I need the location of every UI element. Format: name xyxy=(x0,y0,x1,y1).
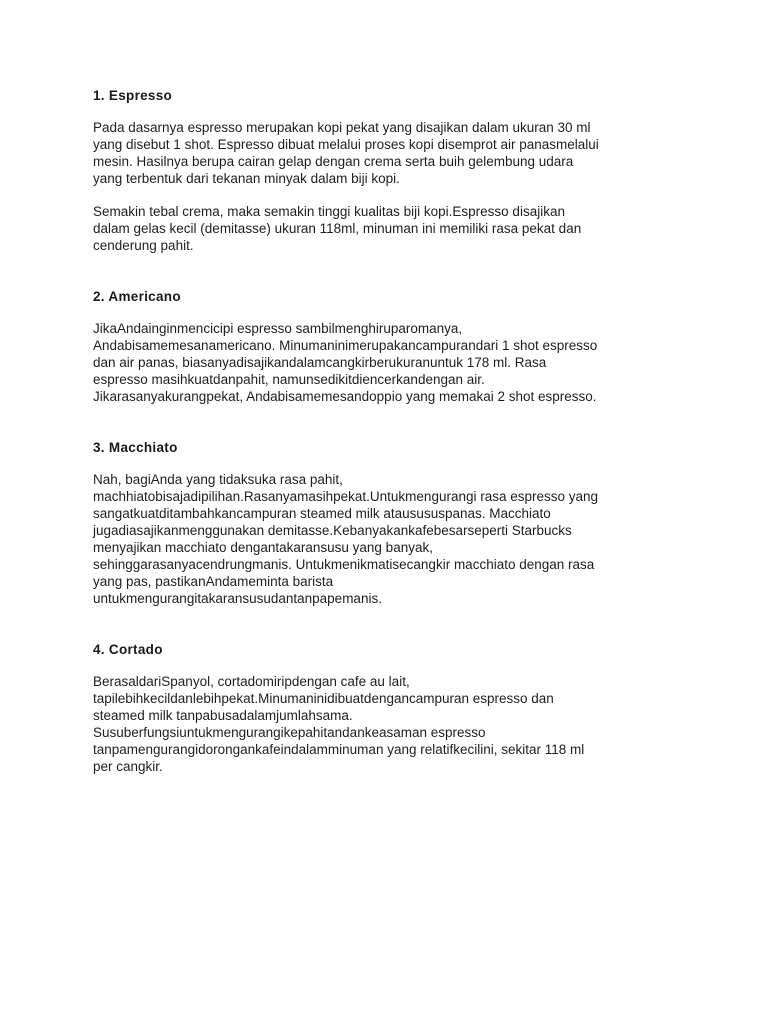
section-espresso xyxy=(93,86,693,254)
paragraph: BerasaldariSpanyol, cortadomiripdengan cafe au lait, tapilebihkecildanlebihpekat.Minumaninidibuatdengancampuran espresso dan steamed milk tanpabusadalamjumlahsama. Susuberfungsiuntukmengurangikepahitandankeasaman espresso tanpamengurangidorongankafeindalamminuman yang relatifkecilini, sekitar 118 ml per cangkir. xyxy=(93,674,585,774)
paragraph: Pada dasarnya espresso merupakan kopi pekat yang disajikan dalam ukuran 30 ml yang disebut 1 shot. Espresso dibuat melalui proses kopi disemprot air panasmelalui mesin. Hasilnya berupa cairan gelap dengan crema serta buih gelembung udara yang terbentuk dari tekanan minyak dalam biji kopi. xyxy=(93,120,599,186)
section-spacer xyxy=(93,270,693,287)
section-heading: 2. Americano xyxy=(93,289,181,304)
section-spacer xyxy=(93,623,693,640)
section-macchiato xyxy=(93,438,693,607)
section-spacer xyxy=(93,421,693,438)
section-heading: 1. Espresso xyxy=(93,88,173,103)
section-heading: 4. Cortado xyxy=(93,642,163,657)
paragraph: JikaAndainginmencicipi espresso sambilmenghiruparomanya, Andabisamemesanamericano. Minumaninimerupakancampurandari 1 shot espresso dan air panas, biasanyadisajikandalamcangkirberukuranuntuk 178 ml. Rasa espresso masihkuatdanpahit, namunsedikitdiencerkandengan air. Jikarasanyakurangpekat, Andabisamemesandoppio yang memakai 2 shot espresso. xyxy=(93,321,598,404)
paragraph: Nah, bagiAnda yang tidaksuka rasa pahit, machhiatobisajadipilihan.Rasanyamasihpekat.Untukmengurangi rasa espresso yang sangatkuatditambahkancampuran steamed milk atausususpanas. Macchiato jugadiasajikanmenggunakan demitasse.Kebanyakankafebesarseperti Starbucks menyajikan macchiato dengantakaransusu yang banyak, sehinggarasanyacendrungmanis. Untukmenikmatisecangkir macchiato dengan rasa yang pas, pastikanAndameminta barista untukmengurangitakaransusudantanpapemanis. xyxy=(93,472,599,606)
section-americano xyxy=(93,287,693,405)
section-cortado xyxy=(93,640,693,775)
paragraph: Semakin tebal crema, maka semakin tinggi kualitas biji kopi.Espresso disajikan dalam gelas kecil (demitasse) ukuran 118ml, minuman ini memiliki rasa pekat dan cenderung pahit. xyxy=(93,204,582,253)
section-heading: 3. Macchiato xyxy=(93,440,178,455)
document-page xyxy=(93,86,693,791)
